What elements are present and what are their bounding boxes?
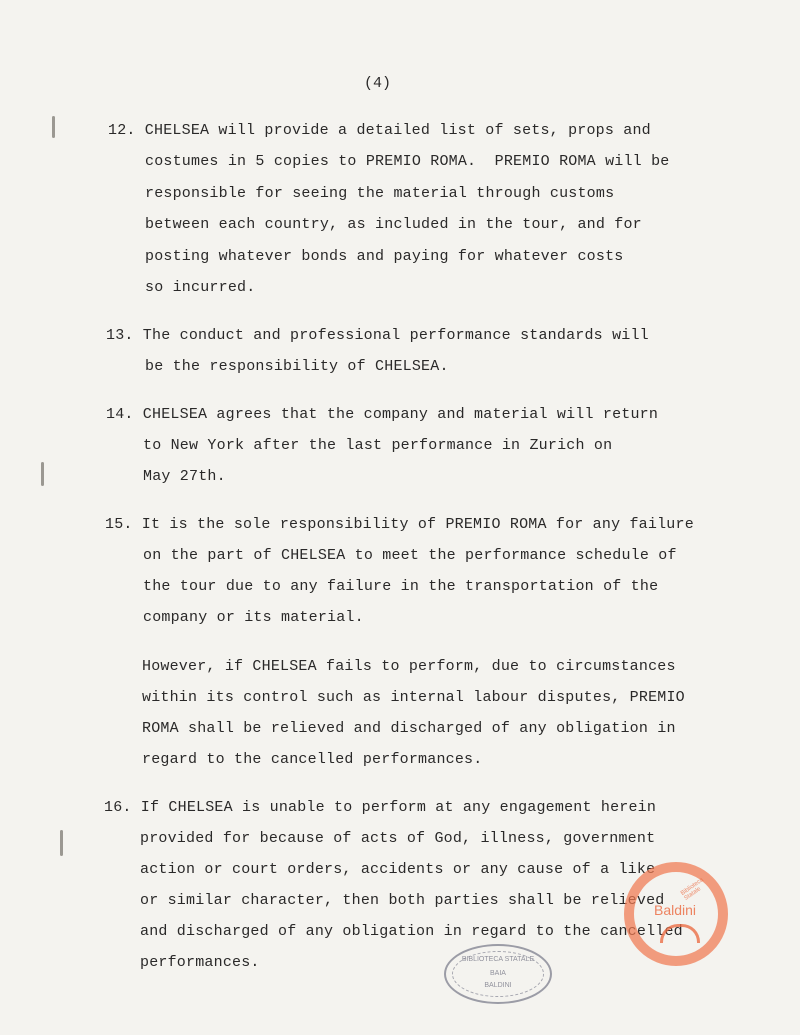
margin-mark bbox=[60, 830, 63, 856]
clause-15-para2-line-3: ROMA shall be relieved and discharged of any obligation in bbox=[142, 720, 676, 737]
clause-13-line-1: 13. The conduct and professional performance standards will bbox=[106, 327, 649, 344]
clause-12-line-2: costumes in 5 copies to PREMIO ROMA. PREMIO ROMA will be bbox=[145, 153, 670, 170]
clause-16-line-3: action or court orders, accidents or any cause of a like bbox=[140, 861, 656, 878]
clause-13-line-2: be the responsibility of CHELSEA. bbox=[145, 358, 449, 375]
clause-16-line-1: 16. If CHELSEA is unable to perform at any engagement herein bbox=[104, 799, 657, 816]
clause-14-line-3: May 27th. bbox=[143, 468, 226, 485]
clause-15-para2-line-2: within its control such as internal labour disputes, PREMIO bbox=[142, 689, 685, 706]
clause-12-line-5: posting whatever bonds and paying for whatever costs bbox=[145, 248, 624, 265]
clause-16-line-2: provided for because of acts of God, illness, government bbox=[140, 830, 656, 847]
clause-15-line-4: company or its material. bbox=[143, 609, 364, 626]
clause-16-line-6: performances. bbox=[140, 954, 260, 971]
clause-12-line-6: so incurred. bbox=[145, 279, 256, 296]
clause-16-line-5: and discharged of any obligation in regard to the cancelled bbox=[140, 923, 683, 940]
library-stamp: BIBLIOTECA STATALE BAIA BALDINI bbox=[444, 944, 552, 1004]
clause-15-para2-line-4: regard to the cancelled performances. bbox=[142, 751, 483, 768]
page-number: (4) bbox=[364, 75, 392, 92]
clause-15-line-2: on the part of CHELSEA to meet the performance schedule of bbox=[143, 547, 677, 564]
clause-15-line-1: 15. It is the sole responsibility of PREMIO ROMA for any failure bbox=[105, 516, 694, 533]
clause-12-line-1: 12. CHELSEA will provide a detailed list of sets, props and bbox=[108, 122, 651, 139]
margin-mark bbox=[41, 462, 44, 486]
clause-16-line-4: or similar character, then both parties shall be relieved bbox=[140, 892, 665, 909]
clause-15-line-3: the tour due to any failure in the transportation of the bbox=[143, 578, 659, 595]
baldini-logo: Biblioteca Statale Baldini bbox=[624, 862, 728, 966]
margin-mark bbox=[52, 116, 55, 138]
clause-12-line-4: between each country, as included in the tour, and for bbox=[145, 216, 642, 233]
clause-12-line-3: responsible for seeing the material through customs bbox=[145, 185, 615, 202]
clause-14-line-1: 14. CHELSEA agrees that the company and material will return bbox=[106, 406, 659, 423]
clause-15-para2-line-1: However, if CHELSEA fails to perform, due to circumstances bbox=[142, 658, 676, 675]
clause-14-line-2: to New York after the last performance in Zurich on bbox=[143, 437, 613, 454]
